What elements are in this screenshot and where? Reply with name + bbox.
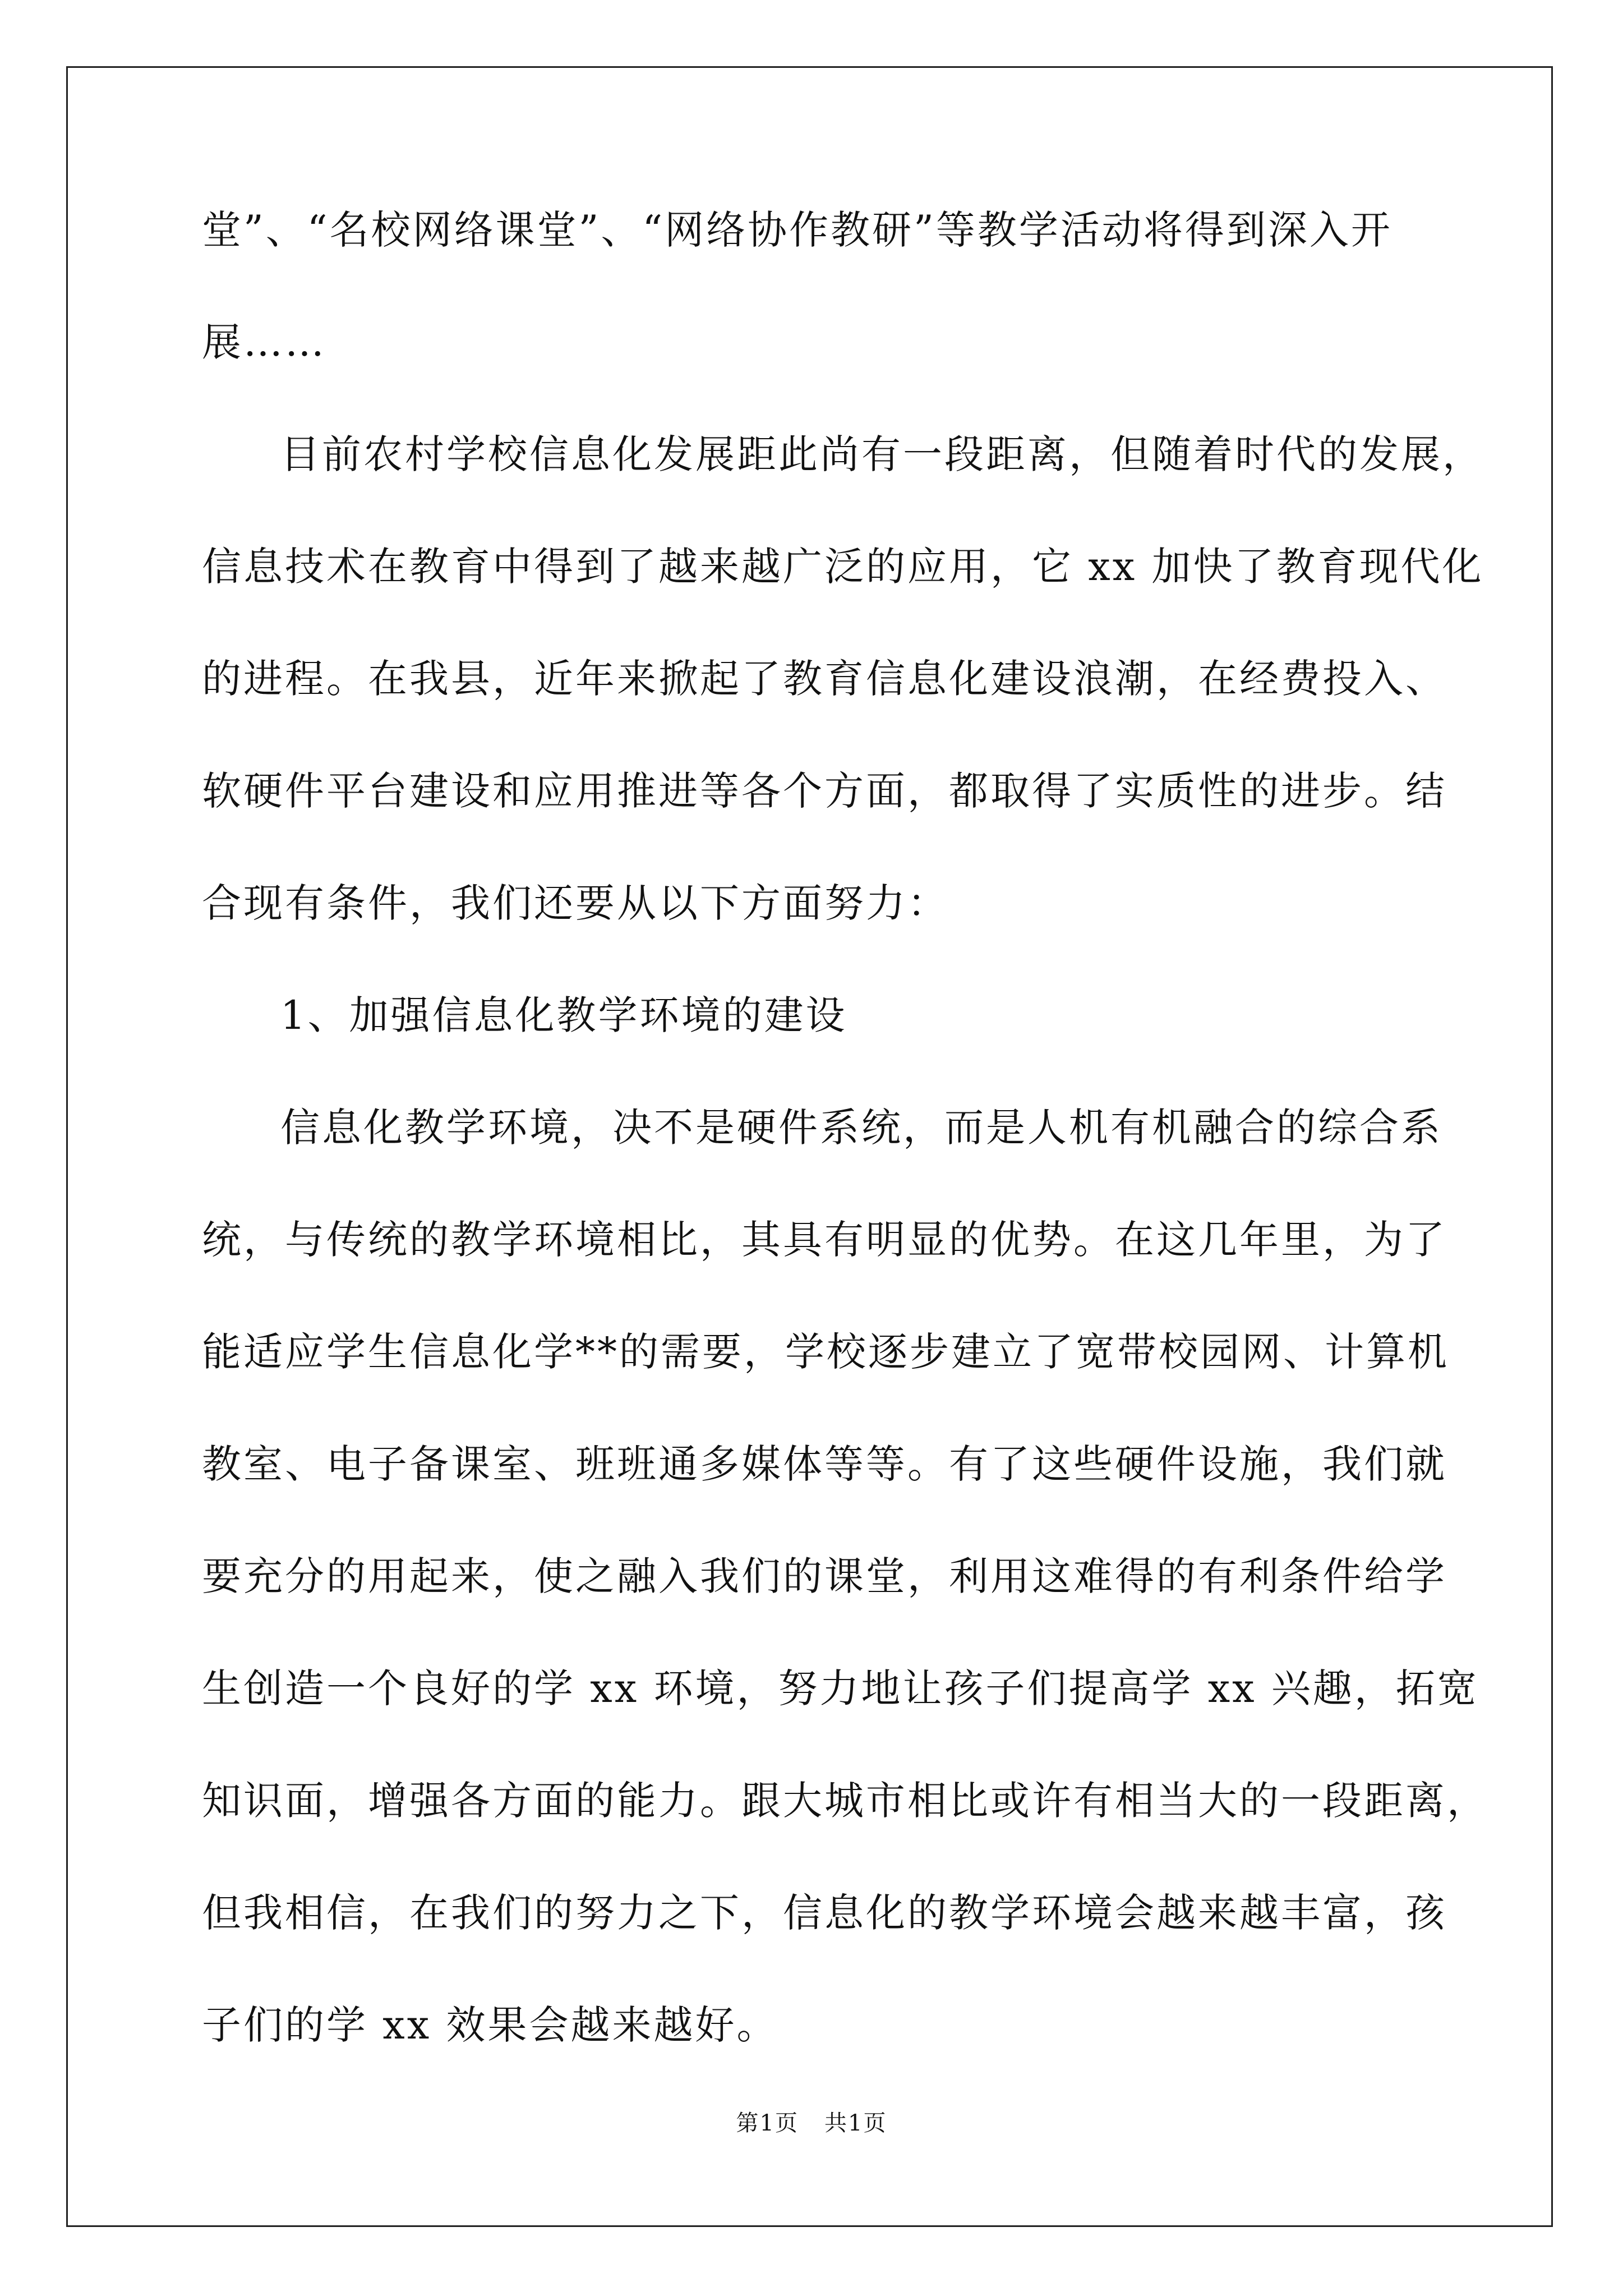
page-number: 第1页: [736, 2110, 799, 2136]
body-text-line: 要充分的用起来，使之融入我们的课堂，利用这难得的有利条件给学: [202, 1553, 1447, 1599]
body-text-line: 但我相信，在我们的努力之下，信息化的教学环境会越来越丰富，孩: [202, 1890, 1447, 1936]
body-text-line: 子们的学 xx 效果会越来越好。: [202, 2002, 778, 2048]
body-text-line: 展……: [202, 319, 326, 365]
paragraph-first-line: 信息化教学环境，决不是硬件系统，而是人机有机融合的综合系: [280, 1105, 1442, 1151]
body-text-line: 统，与传统的教学环境相比，其具有明显的优势。在这几年里，为了: [202, 1217, 1447, 1263]
body-text-line: 知识面，增强各方面的能力。跟大城市相比或许有相当大的一段距离，: [202, 1778, 1488, 1824]
paragraph-first-line: 目前农村学校信息化发展距此尚有一段距离，但随着时代的发展，: [280, 431, 1484, 477]
body-text-line: 教室、电子备课室、班班通多媒体等等。有了这些硬件设施，我们就: [202, 1441, 1447, 1487]
body-text-line: 的进程。在我县，近年来掀起了教育信息化建设浪潮，在经费投入、: [202, 656, 1447, 702]
body-text-line: 生创造一个良好的学 xx 环境，努力地让孩子们提高学 xx 兴趣，拓宽: [202, 1665, 1479, 1711]
body-text-line: 合现有条件，我们还要从以下方面努力：: [202, 880, 949, 926]
page-total: 共1页: [824, 2110, 887, 2136]
body-text-line: 堂”、“名校网络课堂”、“网络协作教研”等教学活动将得到深入开: [202, 207, 1393, 253]
body-text-line: 信息技术在教育中得到了越来越广泛的应用，它 xx 加快了教育现代化: [202, 544, 1484, 590]
page-footer: [0, 2106, 1623, 2140]
body-text-line: 软硬件平台建设和应用推进等各个方面，都取得了实质性的进步。结: [202, 768, 1447, 814]
section-heading: 1、加强信息化教学环境的建设: [280, 992, 847, 1038]
body-text-line: 能适应学生信息化学**的需要，学校逐步建立了宽带校园网、计算机: [202, 1329, 1449, 1375]
